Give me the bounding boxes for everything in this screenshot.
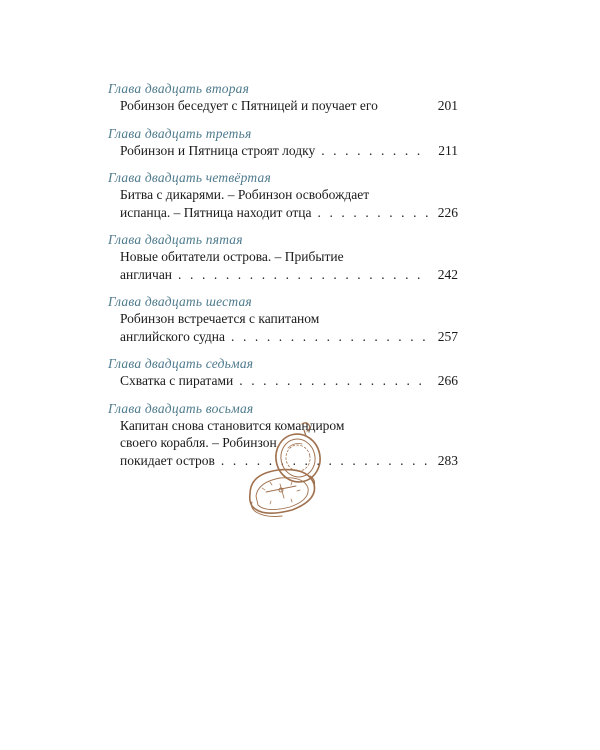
page-number[interactable]: 201 [437, 98, 458, 113]
toc-entry [108, 231, 458, 283]
toc-entry [108, 125, 458, 160]
toc-line-text: Новые обитатели острова. – Прибытие [120, 249, 344, 264]
toc-line [108, 248, 458, 266]
page-number[interactable]: 226 [437, 204, 458, 220]
compass-icon [240, 418, 330, 528]
toc-line [108, 204, 458, 222]
page-number[interactable]: 242 [437, 266, 458, 282]
toc-entry [108, 80, 458, 115]
chapter-title[interactable]: Глава двадцать третья [108, 125, 252, 141]
chapter-title[interactable]: Глава двадцать вторая [108, 81, 250, 96]
toc-line [108, 310, 458, 328]
page-number[interactable]: 211 [438, 142, 458, 158]
chapter-title[interactable]: Глава двадцать восьмая [108, 400, 254, 416]
dot-leader [321, 142, 428, 160]
toc-line-text: английского судна [120, 328, 225, 344]
dot-leader [318, 204, 428, 222]
toc-line-text: испанца. – Пятница находит отца [120, 204, 312, 220]
toc-line [108, 97, 458, 115]
chapter-title[interactable]: Глава двадцать пятая [108, 232, 243, 247]
toc-line [108, 186, 458, 204]
toc-line-text: Робинзон беседует с Пятницей и поучает его [120, 98, 378, 113]
toc-line-text: покидает остров [120, 452, 215, 468]
page-number[interactable]: 283 [437, 452, 458, 468]
page-number[interactable]: 266 [437, 373, 458, 388]
dot-leader [231, 328, 428, 346]
dot-leader [239, 372, 428, 390]
dot-leader [178, 266, 428, 284]
chapter-title[interactable]: Глава двадцать четвёртая [108, 170, 271, 185]
toc-entry [108, 293, 458, 345]
toc-line [108, 328, 458, 346]
toc-line-text: Капитан снова становится командиром [120, 417, 345, 433]
toc-line [108, 142, 458, 160]
toc-line [108, 266, 458, 284]
toc-line-text: Робинзон встречается с капитаном [120, 311, 320, 326]
toc-line-text: Робинзон и Пятница строят лодку [120, 142, 316, 158]
toc-entry [108, 169, 458, 221]
chapter-title[interactable]: Глава двадцать седьмая [108, 356, 254, 371]
chapter-title[interactable]: Глава двадцать шестая [108, 294, 252, 309]
toc-line-text: своего корабля. – Робинзон [120, 435, 277, 450]
toc-line [108, 372, 458, 390]
toc-line-text: Битва с дикарями. – Робинзон освобождает [120, 187, 370, 202]
page-number[interactable]: 257 [437, 328, 458, 344]
toc-entry [108, 355, 458, 390]
toc-line-text: англичан [120, 266, 173, 282]
toc-line-text: Схватка с пиратами [120, 373, 234, 388]
